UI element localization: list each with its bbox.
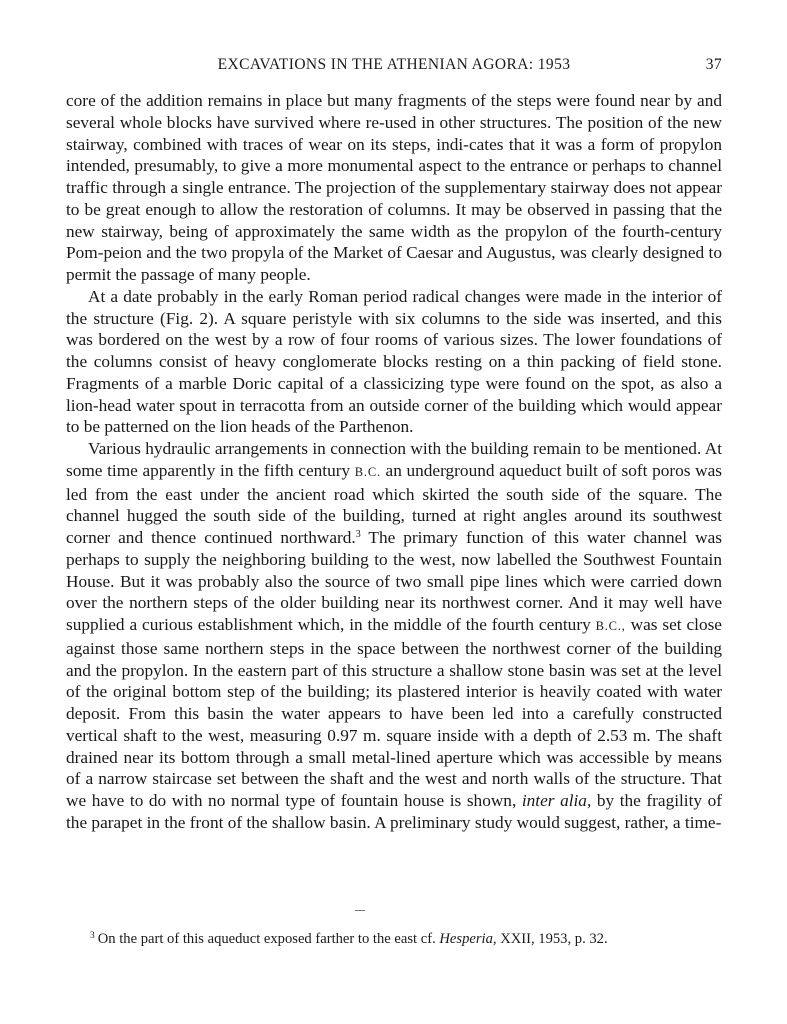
paragraph-3-text-a: Various hydraulic arrangements in connection with the building remain to be mentioned. At some time apparently in the fifth century	[66, 439, 722, 480]
running-head	[66, 56, 722, 80]
era-abbreviation: B.C.,	[595, 619, 626, 633]
paragraph-2: At a date probably in the early Roman period radical changes were made in the interior of the structure (Fig. 2). A square peristyle with six columns to the side was inserted, and this was bordered on the west by a row of four rooms of various sizes. The lower foundations of the columns consist of heavy conglomerate blocks resting on a thin packing of field stone. Fragments of a marble Doric capital of a classicizing type were found on the spot, as also a lion-head water spout in terracotta from an outside corner of the building which would appear to be patterned on the lion heads of the Parthenon.	[66, 286, 722, 437]
paragraph-1: core of the addition remains in place but many fragments of the steps were found near by and several whole blocks have survived where re-used in other structures. The position of the new stairway, combined with traces of wear on its steps, indi-cates that it was a form of propylon intended, presumably, to give a more monumental aspect to the entrance or perhaps to channel traffic through a single entrance. The projection of the supplementary stairway does not appear to be great enough to allow the restoration of columns. It may be observed in passing that the new stairway, being of approximately the same width as the propylon of the fourth-century Pom-peion and the two propyla of the Market of Caesar and Augustus, was clearly designed to permit the passage of many people.	[66, 91, 722, 284]
footnote-text-b: XXII, 1953, p. 32.	[500, 931, 608, 947]
footnote	[90, 930, 730, 948]
paragraph-3-text-e: by the fragility of the parapet in the front of the shallow basin. A preliminary study would suggest, rather, a time-	[66, 791, 723, 832]
paragraph-3-text-d: was set close against those same northern steps in the space between the northwest corner of the building and the propylon. In the eastern part of this structure a shallow stone basin was set at the level of the original bottom step of the building; its plastered interior is heavily coated with water deposit. From this basin the water appears to have been led into a carefully constructed vertical shaft to the west, measuring 0.97 m. square inside with a depth of 2.53 m. The shaft drained near its bottom through a small metal-lined aperture which was accessible by means of a narrow staircase set between the shaft and the west and north walls of the structure. That we have to do with no normal type of fountain house is shown,	[66, 615, 722, 810]
footnote-text-a: On the part of this aqueduct exposed farther to the east cf.	[97, 931, 436, 947]
footnote-divider	[355, 910, 365, 911]
footnote-reference[interactable]: 3	[355, 529, 361, 540]
running-title: EXCAVATIONS IN THE ATHENIAN AGORA: 1953	[217, 56, 571, 73]
paragraph-3-text-c: The primary function of this water channel was perhaps to supply the neighboring building to the west, now labelled the Southwest Fountain House. But it was probably also the source of two small pipe lines which were carried down over the northern steps of the older building near its northwest corner. And it may well have supplied a curious establishment which, in the middle of the fourth century	[66, 528, 722, 634]
paragraph-3-text-b: an underground aqueduct built of soft poros was led from the east under the ancient road which skirted the south side of the square. The channel hugged the south side of the building, turned at right angles around its southwest corner and thence continued northward.	[66, 460, 723, 547]
paragraph-3	[66, 438, 722, 834]
body-text	[66, 90, 722, 834]
page-number: 37	[705, 56, 722, 73]
era-abbreviation: B.C.	[354, 464, 381, 479]
journal-title: Hesperia,	[439, 931, 497, 947]
footnote-mark: 3	[90, 931, 95, 941]
latin-phrase: inter alia,	[521, 791, 592, 810]
